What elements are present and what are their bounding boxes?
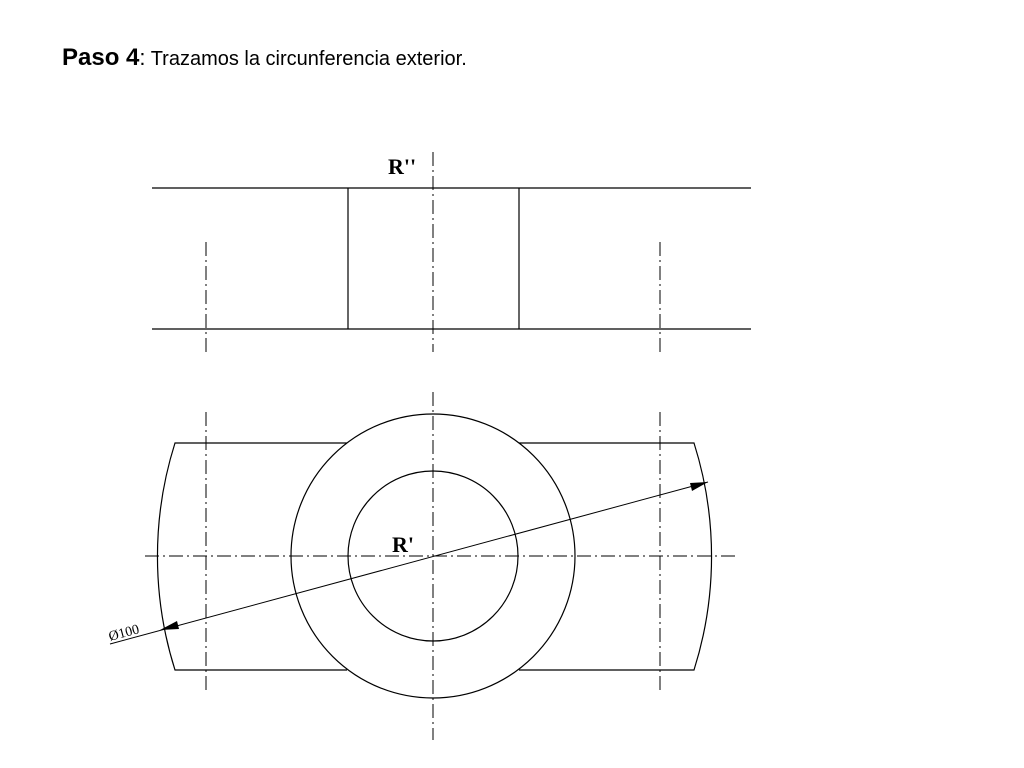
diameter-dimension-line — [110, 482, 708, 644]
diameter-label: Ø100 — [107, 622, 142, 645]
step-number: Paso 4 — [62, 44, 140, 71]
plan-view — [107, 392, 736, 740]
plan-label: R' — [392, 532, 414, 557]
title-separator: : — [139, 45, 146, 70]
elevation-label: R'' — [388, 154, 417, 179]
elevation-view — [152, 152, 751, 352]
step-description: Trazamos la circunferencia exterior. — [145, 48, 467, 70]
